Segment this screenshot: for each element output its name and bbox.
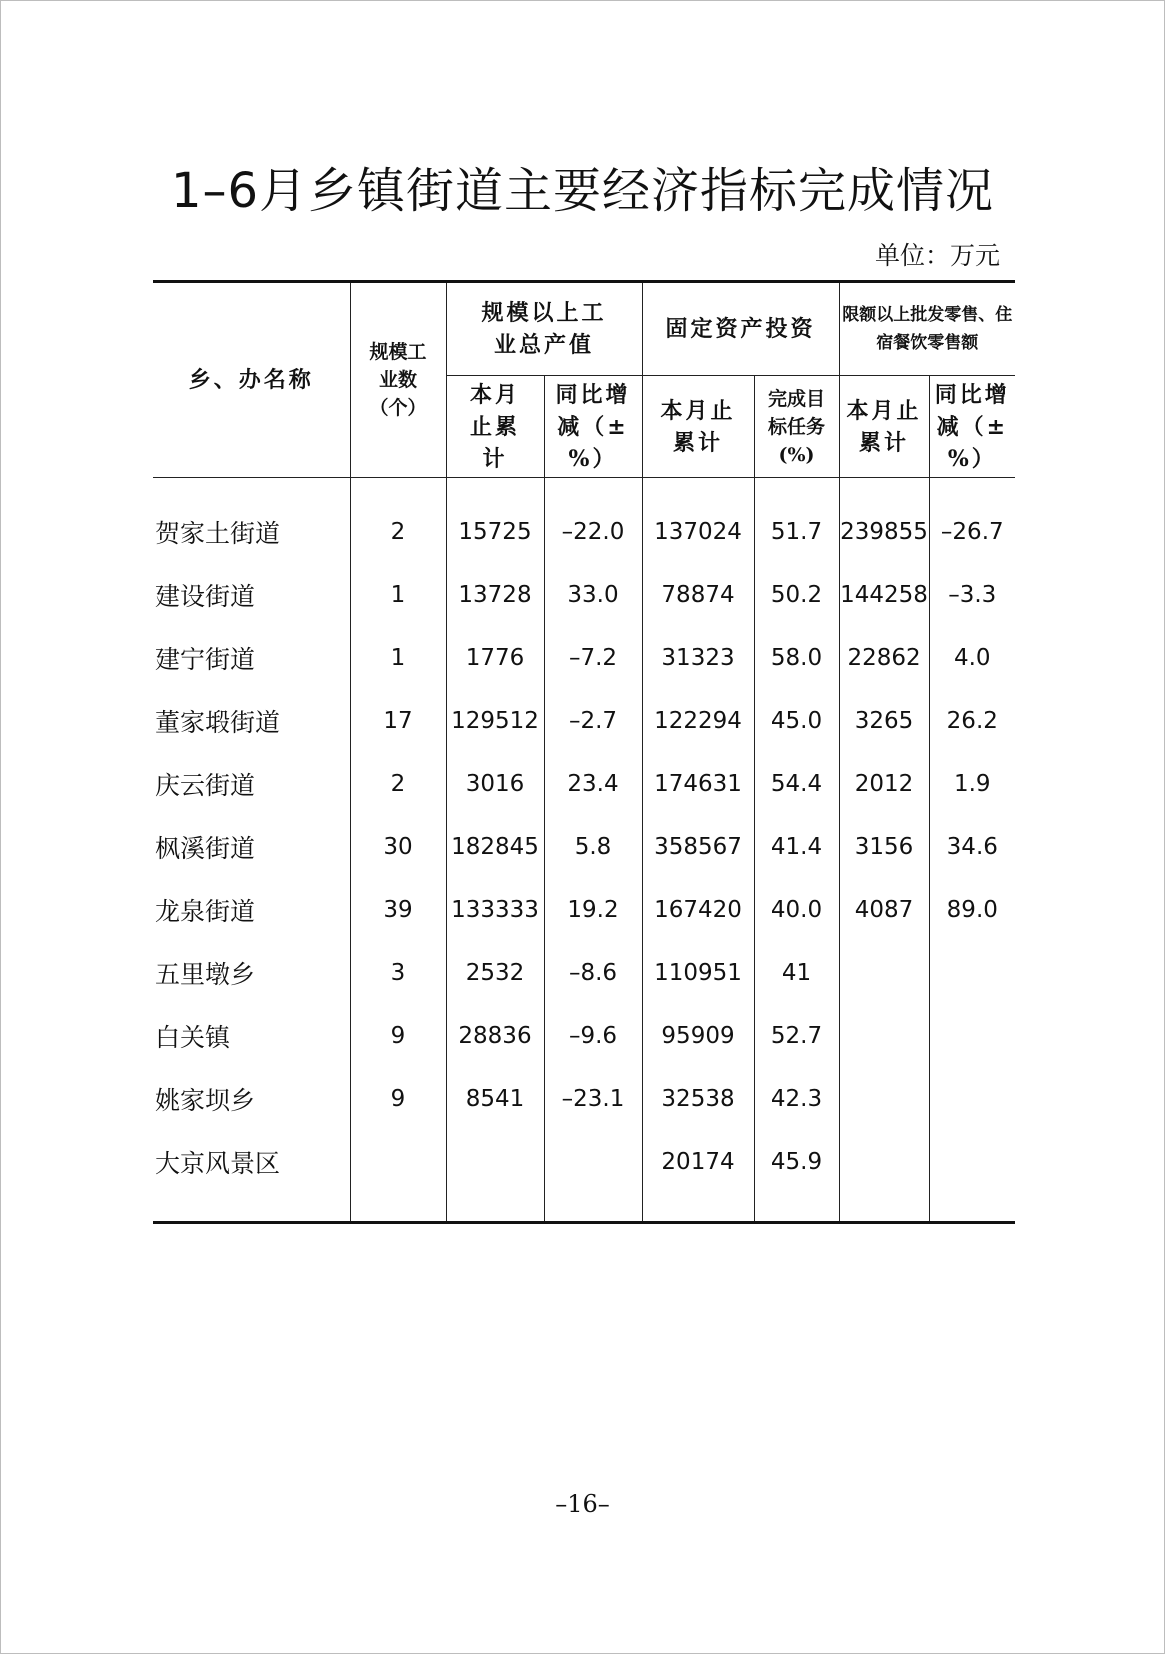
row-count [350,1130,446,1193]
row-retail: 22862 [839,626,929,689]
header-retail-cumulative: 本月止累计 [839,376,929,478]
table-body [153,478,1015,1223]
row-output: 15725 [446,500,544,563]
row-name: 庆云街道 [153,752,350,815]
row-output: 129512 [446,689,544,752]
row-retail: 3156 [839,815,929,878]
table-row [153,626,1015,689]
row-invest-pct: 41 [754,941,839,1004]
header-invest-target: 完成目标任务(%) [754,376,839,478]
row-retail: 4087 [839,878,929,941]
table-row [153,500,1015,563]
row-invest-pct: 40.0 [754,878,839,941]
table-row [153,878,1015,941]
row-output: 28836 [446,1004,544,1067]
header-name: 乡、办名称 [153,282,350,478]
table-row [153,689,1015,752]
page-title: 1–6月乡镇街道主要经济指标完成情况 [170,163,995,219]
spacer-row [153,478,1015,501]
row-retail-yoy: –3.3 [929,563,1015,626]
row-invest: 20174 [642,1130,754,1193]
row-count: 9 [350,1004,446,1067]
row-retail: 144258 [839,563,929,626]
row-invest: 358567 [642,815,754,878]
table-row [153,941,1015,1004]
table-row [153,815,1015,878]
row-retail-yoy [929,1004,1015,1067]
row-retail [839,1004,929,1067]
header-retail-yoy: 同比增减（±%） [929,376,1015,478]
row-invest-pct: 51.7 [754,500,839,563]
row-output-yoy: 23.4 [544,752,642,815]
indicator-table [153,280,1015,1224]
row-invest: 32538 [642,1067,754,1130]
row-count: 39 [350,878,446,941]
row-retail: 3265 [839,689,929,752]
row-output-yoy: 33.0 [544,563,642,626]
row-name: 建宁街道 [153,626,350,689]
row-output: 3016 [446,752,544,815]
row-output-yoy: 19.2 [544,878,642,941]
row-name: 白关镇 [153,1004,350,1067]
row-retail-yoy: 1.9 [929,752,1015,815]
row-invest-pct: 54.4 [754,752,839,815]
table-row [153,563,1015,626]
row-output [446,1130,544,1193]
row-name: 贺家土街道 [153,500,350,563]
header-industrial-output: 规模以上工业总产值 [446,282,642,376]
row-retail-yoy [929,941,1015,1004]
row-retail-yoy: 89.0 [929,878,1015,941]
row-invest: 110951 [642,941,754,1004]
row-retail [839,941,929,1004]
row-count: 9 [350,1067,446,1130]
row-count: 2 [350,752,446,815]
row-count: 1 [350,563,446,626]
row-count: 17 [350,689,446,752]
row-name: 董家塅街道 [153,689,350,752]
row-output-yoy: –7.2 [544,626,642,689]
page-number: –16– [555,1490,610,1518]
row-retail-yoy: –26.7 [929,500,1015,563]
row-output: 2532 [446,941,544,1004]
row-invest: 31323 [642,626,754,689]
row-retail [839,1130,929,1193]
row-output: 133333 [446,878,544,941]
row-output-yoy: –9.6 [544,1004,642,1067]
row-invest: 78874 [642,563,754,626]
header-invest-cumulative: 本月止累计 [642,376,754,478]
header-output-cumulative: 本月止累计 [446,376,544,478]
row-retail: 239855 [839,500,929,563]
row-output-yoy: –22.0 [544,500,642,563]
row-output: 1776 [446,626,544,689]
row-output: 8541 [446,1067,544,1130]
header-enterprise-count: 规模工业数（个） [350,282,446,478]
row-count: 1 [350,626,446,689]
row-invest: 167420 [642,878,754,941]
row-invest-pct: 58.0 [754,626,839,689]
row-name: 龙泉街道 [153,878,350,941]
row-invest: 122294 [642,689,754,752]
row-output: 182845 [446,815,544,878]
row-count: 30 [350,815,446,878]
row-name: 姚家坝乡 [153,1067,350,1130]
row-output-yoy: –2.7 [544,689,642,752]
row-invest: 95909 [642,1004,754,1067]
row-retail: 2012 [839,752,929,815]
row-invest-pct: 52.7 [754,1004,839,1067]
row-name: 大京风景区 [153,1130,350,1193]
row-retail-yoy [929,1067,1015,1130]
table-row [153,1130,1015,1193]
row-output-yoy [544,1130,642,1193]
row-retail-yoy: 34.6 [929,815,1015,878]
row-retail-yoy: 4.0 [929,626,1015,689]
row-invest-pct: 41.4 [754,815,839,878]
row-name: 建设街道 [153,563,350,626]
table-row [153,1067,1015,1130]
row-output-yoy: –23.1 [544,1067,642,1130]
row-invest-pct: 50.2 [754,563,839,626]
row-name: 枫溪街道 [153,815,350,878]
row-invest-pct: 42.3 [754,1067,839,1130]
table-row [153,1004,1015,1067]
header-output-yoy: 同比增减（±%） [544,376,642,478]
row-invest: 174631 [642,752,754,815]
row-name: 五里墩乡 [153,941,350,1004]
row-retail [839,1067,929,1130]
row-count: 3 [350,941,446,1004]
header-fixed-investment: 固定资产投资 [642,282,839,376]
header-retail: 限额以上批发零售、住宿餐饮零售额 [839,282,1015,376]
row-count: 2 [350,500,446,563]
row-invest-pct: 45.9 [754,1130,839,1193]
table-row [153,752,1015,815]
unit-label: 单位：万元 [874,241,1000,270]
row-invest-pct: 45.0 [754,689,839,752]
row-retail-yoy [929,1130,1015,1193]
row-output-yoy: –8.6 [544,941,642,1004]
row-output: 13728 [446,563,544,626]
row-invest: 137024 [642,500,754,563]
row-retail-yoy: 26.2 [929,689,1015,752]
spacer-row [153,1193,1015,1223]
row-output-yoy: 5.8 [544,815,642,878]
